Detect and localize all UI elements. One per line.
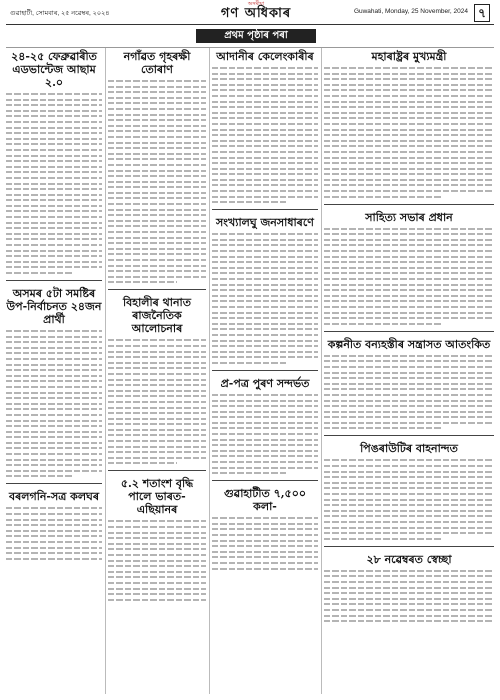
divider [6,280,102,281]
column-2 [108,48,206,694]
headline-advantage-assam: ২৪-২৫ ফেব্ৰুৱাৰীত এডভান্টেজ আছাম ২.০ [11,50,97,89]
headline-maharashtra: মহাৰাষ্ট্ৰৰ মুখ্যমন্ত্ৰী [371,50,447,63]
article-body [324,570,494,622]
masthead-date-left: গুৱাহাটী, সোমবাৰ, ২৫ নৱেম্বৰ, ২০২৪ [10,10,110,17]
logo-title: গণ অধিকাৰ [220,6,292,21]
divider [324,546,494,547]
article-body [6,507,102,559]
divider [324,204,494,205]
headline-minority: সংখ্যালঘু জনসাধাৰণে [216,216,314,230]
column-divider [209,48,210,694]
article-body [212,67,318,203]
headline-by-election: অসমৰ ৫টা সমষ্টিৰ উপ-নিৰ্বাচনত ২৪জন প্ৰাৰ্থী [6,287,102,326]
article-body [324,67,494,198]
masthead [6,0,494,25]
article-body [324,228,494,325]
headline-guwahati-7500: গুৱাহাটীত ৭,৫০০ কলা- [224,487,306,514]
logo-tagline: অসমীয়া [247,1,265,7]
article-body [212,517,318,569]
headline-adani: আদানীৰ কেলেংকাৰীৰ [216,50,314,63]
headline-sahitya-sabha: সাহিত্য সভাৰ প্ৰধান [365,210,453,224]
article-body [6,93,102,274]
article-body [212,394,318,474]
headline-nagaon: নগাঁৱত গৃহৰক্ষী তোৰাণ [123,50,191,76]
article-body [108,339,206,464]
column-4 [324,48,494,694]
newspaper-logo [212,1,300,21]
article-body [324,459,494,539]
divider [108,470,206,471]
divider [108,289,206,290]
article-body [108,80,206,283]
page-number: ৭ [474,4,490,22]
headline-bihali: বিহালীৰ থানাত ৰাজনৈতিক আলোচনাৰ [123,296,191,336]
column-divider [105,48,106,694]
article-body [212,233,318,364]
headline-form-filling: প্ৰ-পত্ৰ পুৰণ সন্দৰ্ভত [220,376,310,390]
masthead-date-right: Guwahati, Monday, 25 November, 2024 [353,8,468,15]
article-body [324,355,494,430]
section-banner [6,25,494,48]
divider [6,483,102,484]
headline-november-28: ২৮ নৱেম্বৰত স্বেচ্ছা [366,552,452,566]
headline-wild-elephant: কল্পনীত বন্যহস্তীৰ সন্ত্ৰাসত আতংকিত [327,337,491,351]
divider [324,331,494,332]
column-divider [321,48,322,694]
divider [212,480,318,481]
headline-borlagoni: বৰলগনি-সত্ৰ কলঘৰ [8,490,100,504]
column-3 [212,48,318,694]
divider [212,370,318,371]
divider [324,435,494,436]
divider [212,209,318,210]
headline-india-asean: ৫.২ শতাংশ বৃদ্ধি পালে ভাৰত-এছিয়ানৰ [120,477,194,517]
headline-pingraoti: পিঙৰাউটিৰ বাহনান্দত [360,442,458,456]
column-1 [6,48,102,694]
article-body [108,520,206,600]
article-body [6,330,102,477]
banner-label: প্ৰথম পৃষ্ঠাৰ পৰা [196,29,316,43]
